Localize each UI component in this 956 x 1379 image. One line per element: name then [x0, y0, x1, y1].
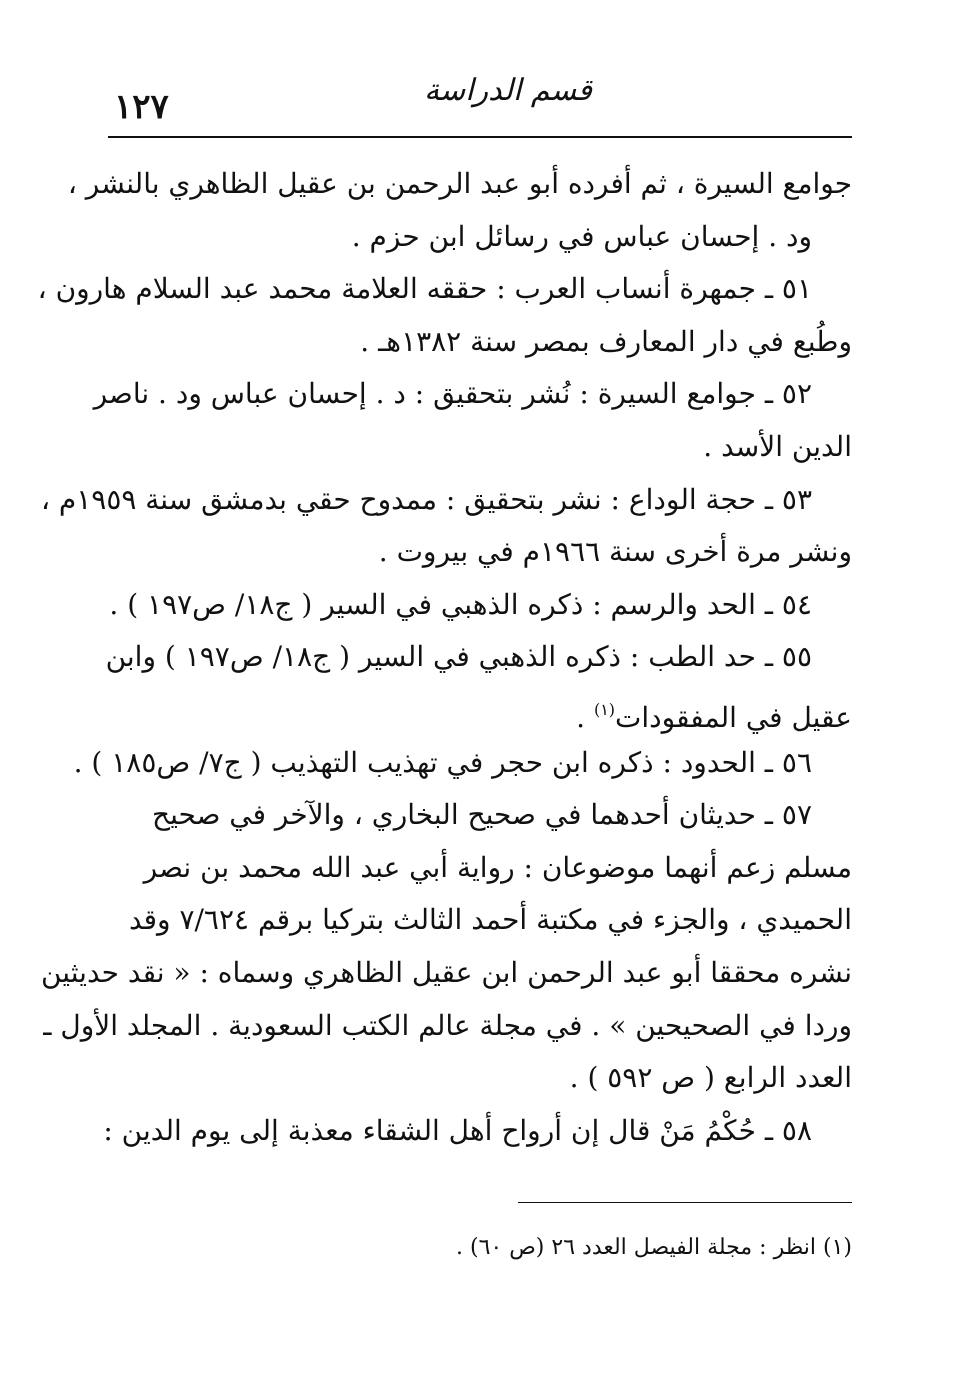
running-title: قسم الدراسة [424, 73, 592, 108]
text-line [108, 684, 852, 737]
footnote: (١) انظر : مجلة الفيصل العدد ٢٦ (ص ٦٠) . [456, 1235, 852, 1260]
text-line: ٥٢ ـ جوامع السيرة : نُشر بتحقيق : د . إحسان عباس ود . ناصر [93, 377, 812, 411]
text-line: ونشر مرة أخرى سنة ١٩٦٦م في بيروت . [378, 535, 852, 569]
text-line: ود . إحسان عباس في رسائل ابن حزم . [351, 219, 812, 253]
text-line: وطُبع في دار المعارف بمصر سنة ١٣٨٢هـ . [360, 324, 852, 358]
text-line: الدين الأسد . [703, 429, 852, 463]
text-line: ٥٤ ـ الحد والرسم : ذكره الذهبي في السير ( ج١٨/ ص١٩٧ ) . [109, 587, 812, 621]
line-text: عقيل في المفقودات [615, 700, 852, 734]
page-header [108, 74, 852, 134]
text-line: ٥٨ ـ حُكْمُ مَنْ قال إن أرواح أهل الشقاء معذبة إلى يوم الدين : [103, 1113, 812, 1147]
text-line: ٥٧ ـ حديثان أحدهما في صحيح البخاري ، والآخر في صحيح [152, 798, 812, 832]
text-line: العدد الرابع ( ص ٥٩٢ ) . [569, 1061, 852, 1095]
text-line: ٥٦ ـ الحدود : ذكره ابن حجر في تهذيب التهذيب ( ج٧/ ص١٨٥ ) . [73, 745, 812, 779]
text-line: ٥١ ـ جمهرة أنساب العرب : حققه العلامة محمد عبد السلام هارون ، [37, 272, 812, 306]
text-line: ٥٥ ـ حد الطب : ذكره الذهبي في السير ( ج١٨/ ص١٩٧ ) وابن [105, 640, 812, 674]
text-line: نشره محققا أبو عبد الرحمن ابن عقيل الظاهري وسماه : « نقد حديثين [40, 955, 852, 989]
text-line: جوامع السيرة ، ثم أفرده أبو عبد الرحمن بن عقيل الظاهري بالنشر ، [67, 167, 852, 200]
header-rule [108, 136, 852, 138]
text-line: مسلم زعم أنهما موضوعان : رواية أبي عبد الله محمد بن نصر [143, 850, 852, 884]
text-line: الحميدي ، والجزء في مكتبة أحمد الثالث بتركيا برقم ٧/٦٢٤ وقد [128, 903, 852, 937]
line-tail: . [576, 700, 594, 734]
footnote-marker: (١) [593, 699, 616, 719]
body-text [37, 158, 852, 1157]
page-number: ١٢٧ [114, 87, 169, 127]
footnote-rule [518, 1202, 852, 1203]
text-line: وردا في الصحيحين » . في مجلة عالم الكتب السعودية . المجلد الأول ـ [43, 1008, 852, 1042]
text-line: ٥٣ ـ حجة الوداع : نشر بتحقيق : ممدوح حقي بدمشق سنة ١٩٥٩م ، [40, 482, 812, 516]
